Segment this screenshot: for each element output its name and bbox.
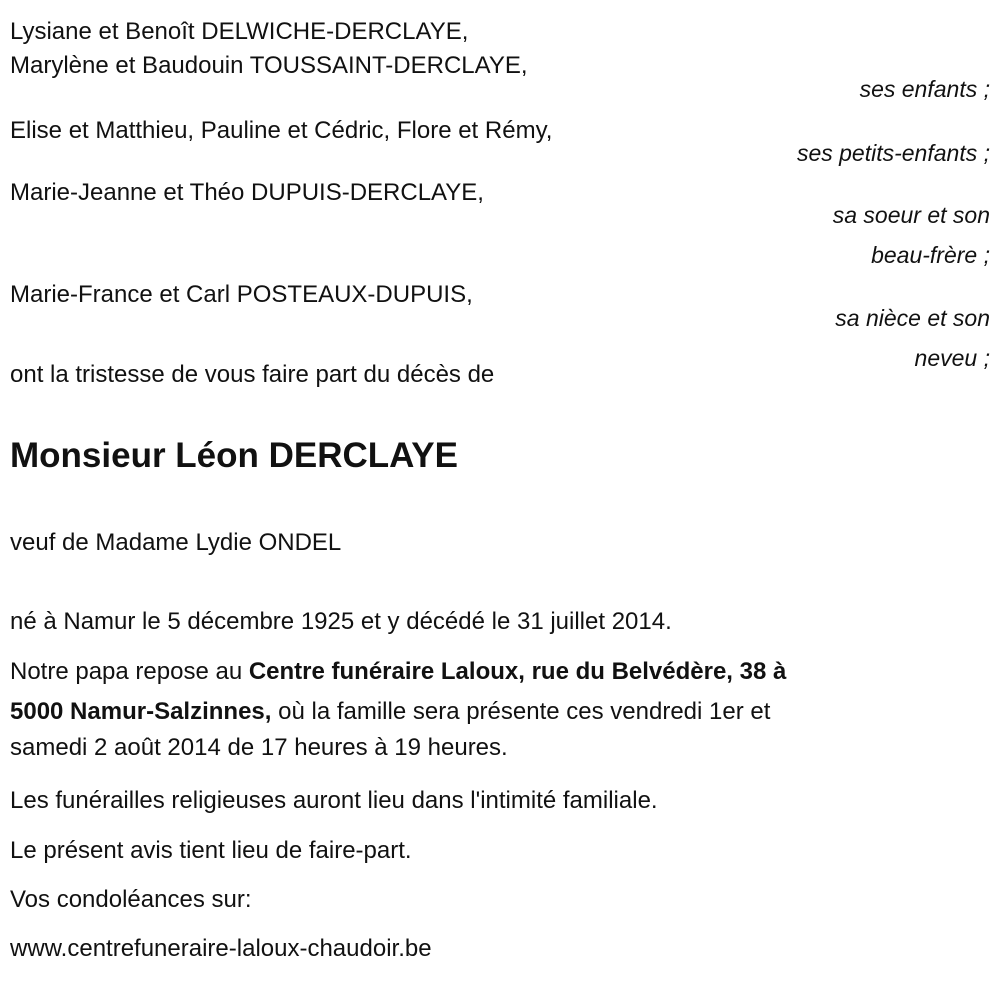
birth-death-line: né à Namur le 5 décembre 1925 et y décédé le 31 juillet 2014. [10,608,672,635]
widower-line: veuf de Madame Lydie ONDEL [10,529,342,556]
family-line-4: Marie-Jeanne et Théo DUPUIS-DERCLAYE, [10,179,484,206]
relation-niece-2: neveu ; [914,345,990,371]
rest-line-2 [10,697,770,727]
relation-grandchildren: ses petits-enfants ; [796,140,990,166]
family-line-2: Marylène et Baudouin TOUSSAINT-DERCLAYE, [10,52,528,79]
family-line-5: Marie-France et Carl POSTEAUX-DUPUIS, [10,281,473,308]
relation-sister-2: beau-frère ; [871,242,990,268]
relation-sister-1: sa soeur et son [832,202,990,228]
relation-niece-1: sa nièce et son [835,305,990,331]
rest-intro: Notre papa repose au [10,658,249,685]
visiting-info: où la famille sera présente ces vendredi 1er et [271,698,771,725]
rest-line-1 [10,657,786,687]
announcement: ont la tristesse de vous faire part du décès de [10,361,495,388]
notice-line: Le présent avis tient lieu de faire-part. [10,837,412,864]
condolences-label: Vos condoléances sur: [10,886,252,913]
rest-line-3: samedi 2 août 2014 de 17 heures à 19 heures. [10,734,508,761]
family-line-1: Lysiane et Benoît DELWICHE-DERCLAYE, [10,18,469,45]
relation-children: ses enfants ; [859,76,990,102]
website-link[interactable]: www.centrefuneraire-laloux-chaudoir.be [10,935,432,962]
deceased-name: Monsieur Léon DERCLAYE [10,436,458,475]
family-line-3: Elise et Matthieu, Pauline et Cédric, Flore et Rémy, [10,117,553,144]
funeral-line: Les funérailles religieuses auront lieu dans l'intimité familiale. [10,787,658,814]
funeral-home-address: Centre funéraire Laloux, rue du Belvédère, 38 à [248,658,787,685]
funeral-home-city: 5000 Namur-Salzinnes, [10,698,272,725]
